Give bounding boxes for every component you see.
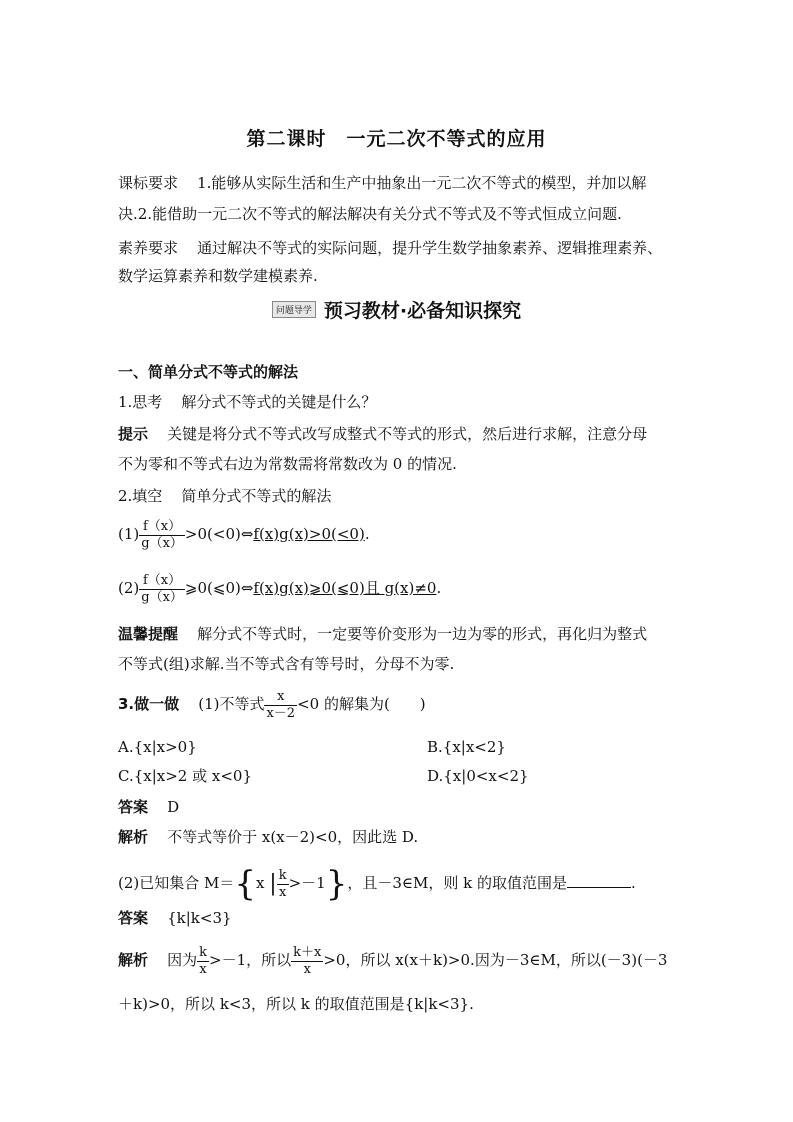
hint-text-1: 关键是将分式不等式改写成整式不等式的形式，然后进行求解，注意分母 [167, 425, 648, 443]
q3-part1-fraction [264, 689, 297, 722]
f2-den: g（x） [141, 589, 183, 605]
formula-2 [118, 568, 441, 608]
set-rel: >－1 [288, 874, 326, 892]
answer-1: D [167, 798, 180, 816]
set-fraction [277, 868, 289, 901]
q3-part2 [118, 858, 636, 909]
a2-mid2: >0，所以 x(x＋k)>0.因为－3∈M，所以(－3)(－3 [323, 951, 668, 969]
answer-2: {k|k<3} [167, 909, 232, 927]
section-banner [0, 296, 793, 323]
a2-prefix: 因为 [167, 951, 198, 969]
q3-part2-prefix: (2)已知集合 M＝ [118, 874, 235, 892]
hint-text-2: 不为零和不等式右边为常数需将常数改为 0 的情况. [118, 455, 457, 473]
q3-part1 [118, 684, 426, 724]
remind-text-2: 不等式(组)求解.当不等式含有等号时，分母不为零. [118, 655, 455, 673]
suyang-label: 素养要求 [118, 239, 179, 257]
f2-suffix: . [436, 579, 442, 597]
set-var: x [256, 874, 265, 892]
f1-prefix: (1) [118, 525, 140, 543]
q3-part1-den: x－2 [266, 705, 296, 721]
answer-1-label: 答案 [118, 798, 149, 816]
option-d[interactable]: D.{x|0<x<2} [427, 767, 529, 785]
q3-part1-suffix: <0 的解集为( ) [297, 695, 426, 713]
analysis-1-line [118, 827, 418, 847]
analysis-1-label: 解析 [118, 828, 149, 846]
answer-2-line [118, 908, 232, 928]
banner-badge: 问题导学 [272, 301, 316, 318]
section1-heading: 一、简单分式不等式的解法 [118, 363, 299, 381]
f2-num: f（x） [143, 572, 182, 588]
q3-label: 3.做一做 [118, 695, 180, 713]
page-title: 第二课时 一元二次不等式的应用 [246, 128, 547, 150]
suyang-text-1: 通过解决不等式的实际问题，提升学生数学抽象素养、逻辑推理素养、 [197, 239, 663, 257]
f1-mid: >0(<0)⇔ [184, 525, 254, 543]
think-question: 解分式不等式的关键是什么？ [181, 393, 377, 411]
q3-part1-prefix: (1)不等式 [198, 695, 265, 713]
fill-title: 简单分式不等式的解法 [181, 487, 332, 505]
f2-answer: f(x)g(x)⩾0(⩽0)且 g(x)≠0 [253, 579, 437, 597]
analysis-2-line-2: ＋k)>0，所以 k<3，所以 k 的取值范围是{k|k<3}. [118, 995, 474, 1013]
kebiao-text-2: 决.2.能借助一元二次不等式的解法解决有关分式不等式及不等式恒成立问题. [118, 205, 622, 223]
analysis-2-label: 解析 [118, 951, 149, 969]
set-left-brace: { [234, 864, 257, 904]
remind-line-1 [118, 624, 647, 644]
suyang-text-2: 数学运算素养和数学建模素养. [118, 267, 318, 285]
a2-f2-den: x [291, 961, 323, 978]
option-a[interactable]: A.{x|x>0} [118, 738, 197, 756]
option-c[interactable]: C.{x|x>2 或 x<0} [118, 767, 252, 785]
fill-label: 2.填空 [118, 487, 163, 505]
banner-text: 预习教材·必备知识探究 [323, 300, 522, 322]
suyang-line-1 [118, 238, 662, 258]
q3-part1-num: x [277, 688, 285, 704]
a2-f1-num: k [199, 944, 207, 960]
f1-fraction [139, 519, 185, 552]
f2-fraction [139, 573, 185, 606]
kebiao-label: 课标要求 [118, 174, 179, 192]
a2-fraction-1 [197, 945, 209, 978]
set-bar: | [269, 871, 277, 896]
a2-f2-num: k＋x [293, 944, 322, 960]
set-num: k [278, 867, 287, 883]
f1-num: f（x） [143, 518, 182, 534]
answer-2-label: 答案 [118, 909, 149, 927]
set-right-brace: } [325, 864, 348, 904]
hint-label: 提示 [118, 425, 149, 443]
a2-mid1: >－1，所以 [209, 951, 292, 969]
answer-blank[interactable] [567, 873, 631, 888]
answer-1-line [118, 797, 179, 817]
f2-mid: ⩾0(⩽0)⇔ [184, 579, 254, 597]
f1-suffix: . [364, 525, 370, 543]
remind-text-1: 解分式不等式时，一定要等价变形为一边为零的形式，再化归为整式 [197, 625, 648, 643]
q3-part2-end: . [631, 874, 636, 892]
kebiao-line-1 [118, 173, 646, 193]
f1-den: g（x） [141, 535, 183, 551]
kebiao-text-1: 1.能够从实际生活和生产中抽象出一元二次不等式的模型，并加以解 [197, 174, 647, 192]
a2-fraction-2 [291, 945, 323, 978]
formula-1 [118, 514, 370, 554]
think-label: 1.思考 [118, 393, 163, 411]
fill-line [118, 486, 331, 506]
analysis-2-line-1 [118, 940, 667, 980]
f1-answer: f(x)g(x)>0(<0) [253, 525, 365, 543]
hint-line-1 [118, 424, 647, 444]
q3-part2-suffix: ，且－3∈M，则 k 的取值范围是 [347, 874, 567, 892]
f2-prefix: (2) [118, 579, 140, 597]
think-line [118, 392, 376, 412]
option-b[interactable]: B.{x|x<2} [427, 738, 506, 756]
remind-label: 温馨提醒 [118, 625, 179, 643]
set-den: x [277, 884, 289, 901]
a2-f1-den: x [197, 961, 209, 978]
analysis-1: 不等式等价于 x(x－2)<0，因此选 D. [167, 828, 419, 846]
